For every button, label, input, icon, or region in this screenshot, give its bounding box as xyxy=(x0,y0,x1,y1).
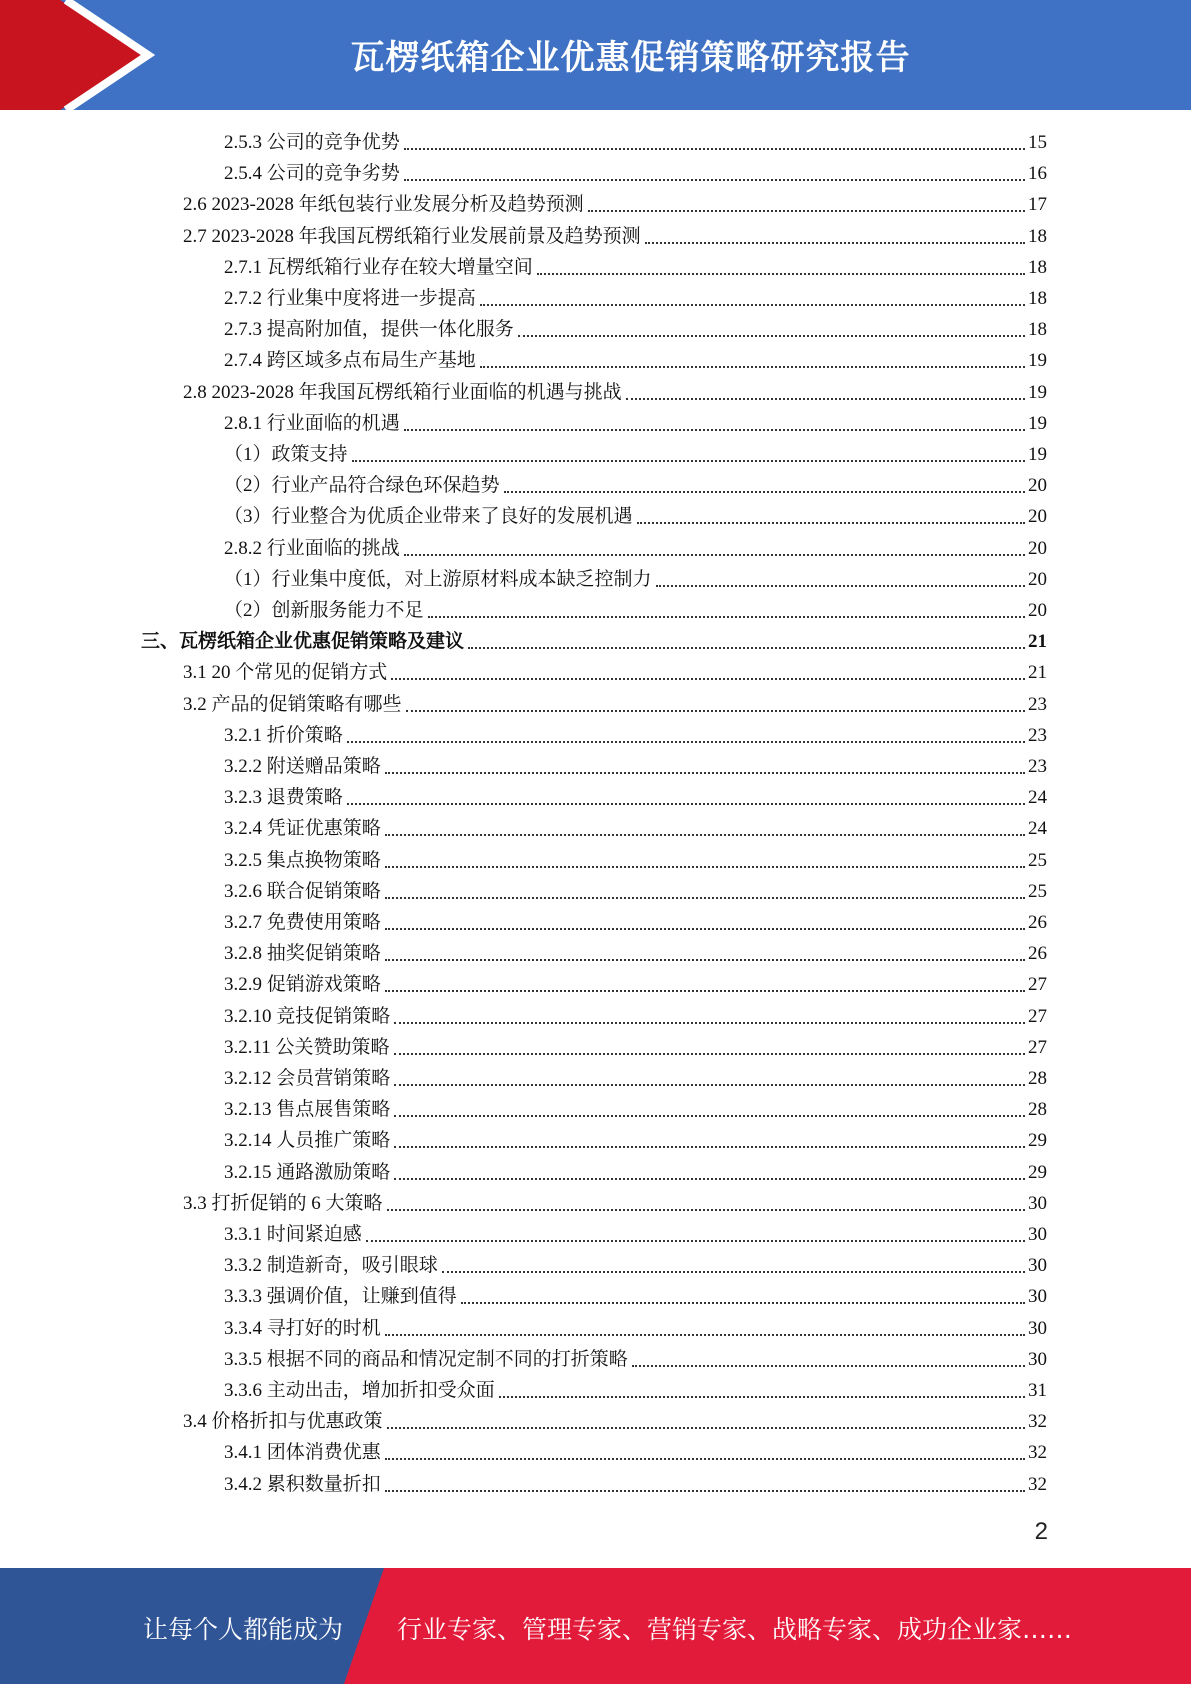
toc-leader-dots xyxy=(385,897,1025,899)
toc-entry[interactable] xyxy=(224,783,1047,813)
report-title: 瓦楞纸箱企业优惠促销策略研究报告 xyxy=(350,38,911,78)
toc-entry-page: 19 xyxy=(1028,444,1047,465)
toc-entry-label: 3.2.5 集点换物策略 xyxy=(224,849,381,871)
toc-entry-label: （2）行业产品符合绿色环保趋势 xyxy=(224,475,500,497)
toc-leader-dots xyxy=(385,959,1025,961)
toc-entry-label: 3.3.4 寻打好的时机 xyxy=(224,1317,381,1339)
toc-leader-dots xyxy=(385,1458,1025,1460)
toc-entry-page: 26 xyxy=(1028,943,1047,965)
toc-entry[interactable] xyxy=(224,1251,1047,1281)
toc-entry-page: 21 xyxy=(1028,662,1047,684)
toc-entry[interactable] xyxy=(224,565,1047,595)
toc-entry-page: 24 xyxy=(1028,787,1047,809)
toc-entry-label: 3.2.4 凭证优惠策略 xyxy=(224,818,381,840)
toc-entry-page: 18 xyxy=(1028,225,1047,247)
toc-entry-label: （1）行业集中度低，对上游原材料成本缺乏控制力 xyxy=(224,568,652,590)
toc-leader-dots xyxy=(442,1271,1025,1273)
toc-entry-label: 3.1 20 个常见的促销方式 xyxy=(183,662,388,684)
toc-entry[interactable] xyxy=(224,1470,1047,1500)
toc-entry[interactable] xyxy=(224,908,1047,938)
toc-entry-page: 30 xyxy=(1028,1255,1047,1277)
toc-entry[interactable] xyxy=(224,1282,1047,1312)
toc-entry[interactable] xyxy=(224,1126,1047,1156)
footer-slogan-left: 让每个人都能成为 xyxy=(143,1615,344,1644)
toc-entry-label: 2.5.4 公司的竞争劣势 xyxy=(224,163,400,185)
toc-entry-page: 19 xyxy=(1028,381,1047,403)
toc-leader-dots xyxy=(504,491,1025,493)
toc-entry-label: 3.2.9 促销游戏策略 xyxy=(224,974,381,996)
toc-entry-page: 20 xyxy=(1028,600,1047,621)
toc-entry[interactable] xyxy=(224,1033,1047,1063)
toc-leader-dots xyxy=(537,273,1025,275)
toc-entry-page: 30 xyxy=(1028,1348,1047,1370)
footer-slogan-right: 行业专家、管理专家、营销专家、战略专家、成功企业家…… xyxy=(397,1615,1073,1644)
toc-entry-page: 19 xyxy=(1028,350,1047,372)
toc-entry-page: 20 xyxy=(1028,537,1047,559)
toc-entry-label: 2.8.2 行业面临的挑战 xyxy=(224,537,400,559)
toc-leader-dots xyxy=(385,1490,1025,1492)
toc-entry-label: 3.4 价格折扣与优惠政策 xyxy=(183,1411,383,1433)
toc-entry-page: 32 xyxy=(1028,1473,1047,1495)
toc-entry-page: 24 xyxy=(1028,818,1047,840)
toc-entry-page: 18 xyxy=(1028,256,1047,278)
toc-leader-dots xyxy=(394,1178,1025,1180)
toc-leader-dots xyxy=(588,210,1025,212)
page-number: 2 xyxy=(1034,1518,1048,1545)
toc-entry-label: 3.3 打折促销的 6 大策略 xyxy=(183,1192,383,1214)
toc-leader-dots xyxy=(461,1302,1025,1304)
toc-leader-dots xyxy=(404,429,1025,431)
toc-entry-page: 32 xyxy=(1028,1411,1047,1433)
toc-leader-dots xyxy=(385,834,1025,836)
toc-entry-label: 3.2.3 退费策略 xyxy=(224,787,343,809)
toc-leader-dots xyxy=(394,1084,1025,1086)
toc-entry-label: 3.2.11 公关赞助策略 xyxy=(224,1036,390,1058)
toc-entry-label: 3.2.13 售点展售策略 xyxy=(224,1099,391,1121)
toc-entry-page: 17 xyxy=(1028,194,1047,216)
toc-leader-dots xyxy=(480,366,1025,368)
toc-entry-label: 3.2.7 免费使用策略 xyxy=(224,912,381,933)
toc-entry-label: 3.2 产品的促销策略有哪些 xyxy=(183,693,402,715)
toc-entry[interactable] xyxy=(224,502,1047,532)
toc-entry-page: 23 xyxy=(1028,756,1047,777)
toc-entry-label: 3.3.2 制造新奇，吸引眼球 xyxy=(224,1255,438,1277)
toc-entry-label: 三、瓦楞纸箱企业优惠促销策略及建议 xyxy=(141,631,465,653)
toc-entry[interactable] xyxy=(224,471,1047,501)
toc-entry-page: 29 xyxy=(1028,1130,1047,1152)
toc-entry[interactable] xyxy=(183,190,1047,220)
toc-entry-label: 2.5.3 公司的竞争优势 xyxy=(224,132,400,153)
toc-leader-dots xyxy=(387,1427,1025,1429)
toc-entry-page: 31 xyxy=(1028,1380,1047,1401)
page-footer xyxy=(0,1568,1191,1684)
toc-leader-dots xyxy=(394,1115,1025,1117)
toc-entry[interactable] xyxy=(224,846,1047,876)
toc-entry[interactable] xyxy=(224,1376,1047,1406)
toc-leader-dots xyxy=(645,242,1025,244)
toc-leader-dots xyxy=(404,179,1025,181)
toc-entry-page: 20 xyxy=(1028,568,1047,590)
toc-entry[interactable] xyxy=(224,1438,1047,1468)
toc-entry-page: 23 xyxy=(1028,724,1047,746)
toc-entry-label: 2.7.3 提高附加值，提供一体化服务 xyxy=(224,319,514,341)
toc-entry-page: 28 xyxy=(1028,1099,1047,1121)
page-header xyxy=(0,0,1191,110)
toc-entry-page: 30 xyxy=(1028,1224,1047,1245)
toc-entry[interactable] xyxy=(224,877,1047,907)
toc-entry-label: 2.7.1 瓦楞纸箱行业存在较大增量空间 xyxy=(224,256,533,278)
toc-entry[interactable] xyxy=(141,627,1047,657)
toc-entry[interactable] xyxy=(224,284,1047,314)
toc-entry[interactable] xyxy=(224,1220,1047,1250)
toc-entry-page: 25 xyxy=(1028,880,1047,902)
toc-leader-dots xyxy=(406,710,1025,712)
toc-entry[interactable] xyxy=(224,1345,1047,1375)
toc-entry-label: 2.7.2 行业集中度将进一步提高 xyxy=(224,288,476,309)
toc-entry[interactable] xyxy=(224,596,1047,626)
toc-leader-dots xyxy=(637,522,1025,524)
toc-leader-dots xyxy=(404,148,1025,150)
toc-entry[interactable] xyxy=(183,222,1047,252)
toc-entry-page: 20 xyxy=(1028,475,1047,497)
toc-entry-label: 3.2.10 竞技促销策略 xyxy=(224,1005,391,1027)
toc-entry[interactable] xyxy=(224,534,1047,564)
toc-entry-label: 2.7.4 跨区域多点布局生产基地 xyxy=(224,350,476,372)
toc-entry-label: 3.2.8 抽奖促销策略 xyxy=(224,943,381,965)
toc-entry-page: 20 xyxy=(1028,506,1047,528)
toc-entry-page: 18 xyxy=(1028,319,1047,341)
toc-entry-label: 3.3.3 强调价值，让赚到值得 xyxy=(224,1286,457,1308)
toc-entry-page: 30 xyxy=(1028,1317,1047,1339)
toc-leader-dots xyxy=(385,928,1025,930)
toc-leader-dots xyxy=(391,678,1025,680)
toc-entry-label: 3.4.1 团体消费优惠 xyxy=(224,1442,381,1464)
toc-entry-label: 3.2.12 会员营销策略 xyxy=(224,1068,391,1089)
toc-leader-dots xyxy=(394,1053,1025,1055)
toc-leader-dots xyxy=(518,335,1025,337)
toc-entry-label: （1）政策支持 xyxy=(224,444,348,465)
toc-leader-dots xyxy=(394,1146,1025,1148)
toc-entry[interactable] xyxy=(183,1407,1047,1437)
toc-leader-dots xyxy=(352,460,1025,462)
toc-entry[interactable] xyxy=(183,1189,1047,1219)
toc-entry[interactable] xyxy=(224,814,1047,844)
toc-entry[interactable] xyxy=(224,409,1047,439)
toc-entry[interactable] xyxy=(224,315,1047,345)
toc-entry-label: 3.2.6 联合促销策略 xyxy=(224,880,381,902)
toc-leader-dots xyxy=(387,1209,1025,1211)
toc-entry[interactable] xyxy=(224,1064,1047,1094)
toc-leader-dots xyxy=(499,1396,1025,1398)
toc-leader-dots xyxy=(480,304,1025,306)
toc-entry[interactable] xyxy=(224,253,1047,283)
toc-entry-page: 16 xyxy=(1028,163,1047,185)
toc-entry-page: 18 xyxy=(1028,288,1047,309)
toc-leader-dots xyxy=(347,803,1025,805)
toc-entry-label: 2.6 2023-2028 年纸包装行业发展分析及趋势预测 xyxy=(183,194,584,216)
toc-leader-dots xyxy=(626,398,1025,400)
toc-entry-page: 25 xyxy=(1028,849,1047,871)
toc-entry-page: 29 xyxy=(1028,1161,1047,1183)
toc-entry[interactable] xyxy=(224,970,1047,1000)
toc-entry-page: 26 xyxy=(1028,912,1047,933)
toc-entry-label: （3）行业整合为优质企业带来了良好的发展机遇 xyxy=(224,506,633,528)
toc-entry-label: 3.2.2 附送赠品策略 xyxy=(224,756,381,777)
toc-entry-label: 2.8 2023-2028 年我国瓦楞纸箱行业面临的机遇与挑战 xyxy=(183,381,622,403)
toc-entry[interactable] xyxy=(224,1002,1047,1032)
toc-leader-dots xyxy=(404,554,1025,556)
toc-entry-label: 2.7 2023-2028 年我国瓦楞纸箱行业发展前景及趋势预测 xyxy=(183,225,641,247)
toc-entry-page: 30 xyxy=(1028,1192,1047,1214)
toc-entry-page: 19 xyxy=(1028,412,1047,434)
toc-leader-dots xyxy=(656,585,1025,587)
toc-entry[interactable] xyxy=(224,752,1047,782)
toc-entry[interactable] xyxy=(224,939,1047,969)
toc-leader-dots xyxy=(385,772,1025,774)
toc-entry[interactable] xyxy=(224,1158,1047,1188)
toc-entry-label: 2.8.1 行业面临的机遇 xyxy=(224,412,400,434)
toc-leader-dots xyxy=(394,1022,1025,1024)
toc-entry-page: 15 xyxy=(1028,132,1047,153)
toc-entry-page: 23 xyxy=(1028,693,1047,715)
toc-entry-page: 27 xyxy=(1028,974,1047,996)
toc-entry[interactable] xyxy=(183,378,1047,408)
toc-entry-page: 32 xyxy=(1028,1442,1047,1464)
toc-entry-page: 21 xyxy=(1028,631,1047,653)
toc-leader-dots xyxy=(385,1334,1025,1336)
toc-entry-label: 3.3.5 根据不同的商品和情况定制不同的打折策略 xyxy=(224,1348,628,1370)
toc-entry-label: 3.2.1 折价策略 xyxy=(224,724,343,746)
toc-entry-page: 27 xyxy=(1028,1036,1047,1058)
toc-leader-dots xyxy=(428,616,1025,618)
toc-entry-label: 3.3.1 时间紧迫感 xyxy=(224,1224,362,1245)
toc-leader-dots xyxy=(366,1240,1025,1242)
toc-entry-page: 30 xyxy=(1028,1286,1047,1308)
toc-leader-dots xyxy=(385,866,1025,868)
toc-entry-label: （2）创新服务能力不足 xyxy=(224,600,424,621)
toc-entry-label: 3.2.14 人员推广策略 xyxy=(224,1130,391,1152)
toc-entry[interactable] xyxy=(224,440,1047,470)
toc-entry-label: 3.2.15 通路激励策略 xyxy=(224,1161,391,1183)
toc-leader-dots xyxy=(347,741,1025,743)
toc-entry[interactable] xyxy=(224,1314,1047,1344)
toc-entry[interactable] xyxy=(224,128,1047,158)
toc-entry-page: 28 xyxy=(1028,1068,1047,1089)
toc-entry[interactable] xyxy=(224,1095,1047,1125)
toc-leader-dots xyxy=(385,990,1025,992)
toc-entry-label: 3.4.2 累积数量折扣 xyxy=(224,1473,381,1495)
toc-entry[interactable] xyxy=(224,721,1047,751)
toc-entry-label: 3.3.6 主动出击，增加折扣受众面 xyxy=(224,1380,495,1401)
toc-entry[interactable] xyxy=(224,346,1047,376)
toc-entry[interactable] xyxy=(183,690,1047,720)
toc-entry[interactable] xyxy=(224,159,1047,189)
toc-leader-dots xyxy=(632,1365,1025,1367)
toc-leader-dots xyxy=(468,647,1025,649)
toc-entry[interactable] xyxy=(183,658,1047,688)
toc-entry-page: 27 xyxy=(1028,1005,1047,1027)
